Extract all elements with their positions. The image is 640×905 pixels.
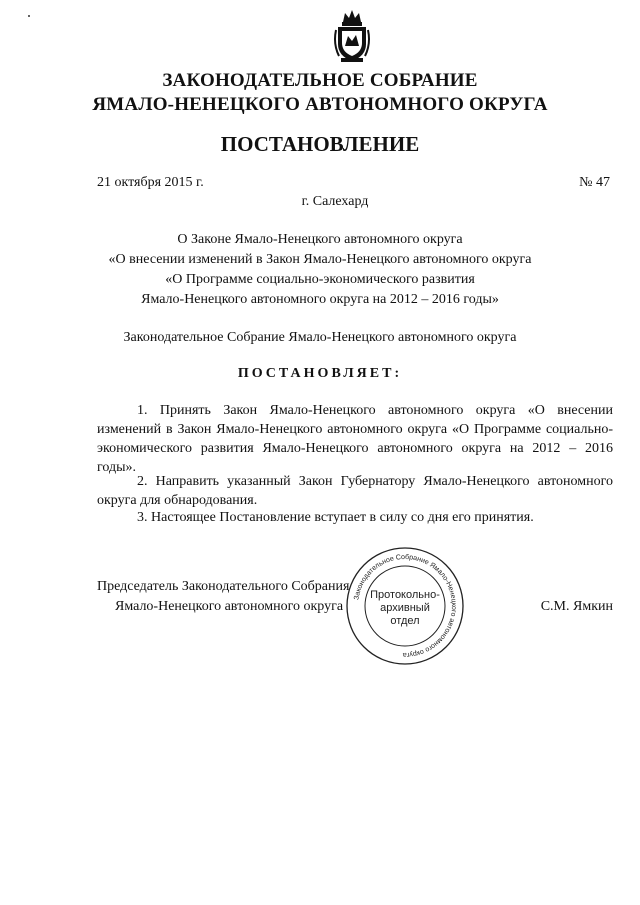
resolution-item-3: 3. Настоящее Постановление вступает в силу со дня его принятия. <box>137 510 534 525</box>
subject-line: Ямало-Ненецкого автономного округа на 2012 – 2016 годы» <box>141 292 499 307</box>
document-type-title: ПОСТАНОВЛЕНИЕ <box>220 132 420 156</box>
org-name-line1: ЗАКОНОДАТЕЛЬНОЕ СОБРАНИЕ <box>162 70 478 91</box>
stamp-text-line2: архивный <box>380 602 430 614</box>
subject-line: О Законе Ямало-Ненецкого автономного округа <box>177 232 463 247</box>
coat-of-arms-icon <box>333 8 371 64</box>
stamp-text-line1: Протокольно- <box>370 589 440 601</box>
document-date: 21 октября 2015 г. <box>97 175 204 190</box>
subject-line: «О Программе социально-экономического развития <box>165 272 475 287</box>
stamp-ring-text: Законодательное Собрание Ямало-Ненецкого автономного округа <box>353 553 458 659</box>
signatory-position-line1: Председатель Законодательного Собрания <box>97 579 350 594</box>
resolution-item-1: 1. Принять Закон Ямало-Ненецкого автономного округа «О внесении изменений в Закон Ямало-Ненецкого автономного округа «О Программе социально-экономического развития Ямало-Ненецкого автономного округа на 2012 – 2016 годы». <box>97 403 613 475</box>
subject-line: «О внесении изменений в Закон Ямало-Ненецкого автономного округа <box>108 252 532 267</box>
resolve-heading: ПОСТАНОВЛЯЕТ: <box>237 366 403 381</box>
signatory-position-line2: Ямало-Ненецкого автономного округа <box>115 599 344 614</box>
signatory-name: С.М. Ямкин <box>540 599 613 614</box>
assembly-text: Законодательное Собрание Ямало-Ненецкого автономного округа <box>123 330 517 345</box>
resolution-item-2: 2. Направить указанный Закон Губернатору Ямало-Ненецкого автономного округа для обнародования. <box>97 474 613 508</box>
document-number: № 47 <box>579 175 610 190</box>
stamp-text-line3: отдел <box>390 615 420 627</box>
document-subject <box>0 230 640 310</box>
org-name-line2: ЯМАЛО-НЕНЕЦКОГО АВТОНОМНОГО ОКРУГА <box>92 94 548 115</box>
document-city: г. Салехард <box>301 194 369 209</box>
scan-speck <box>28 15 30 17</box>
official-stamp <box>344 545 466 667</box>
